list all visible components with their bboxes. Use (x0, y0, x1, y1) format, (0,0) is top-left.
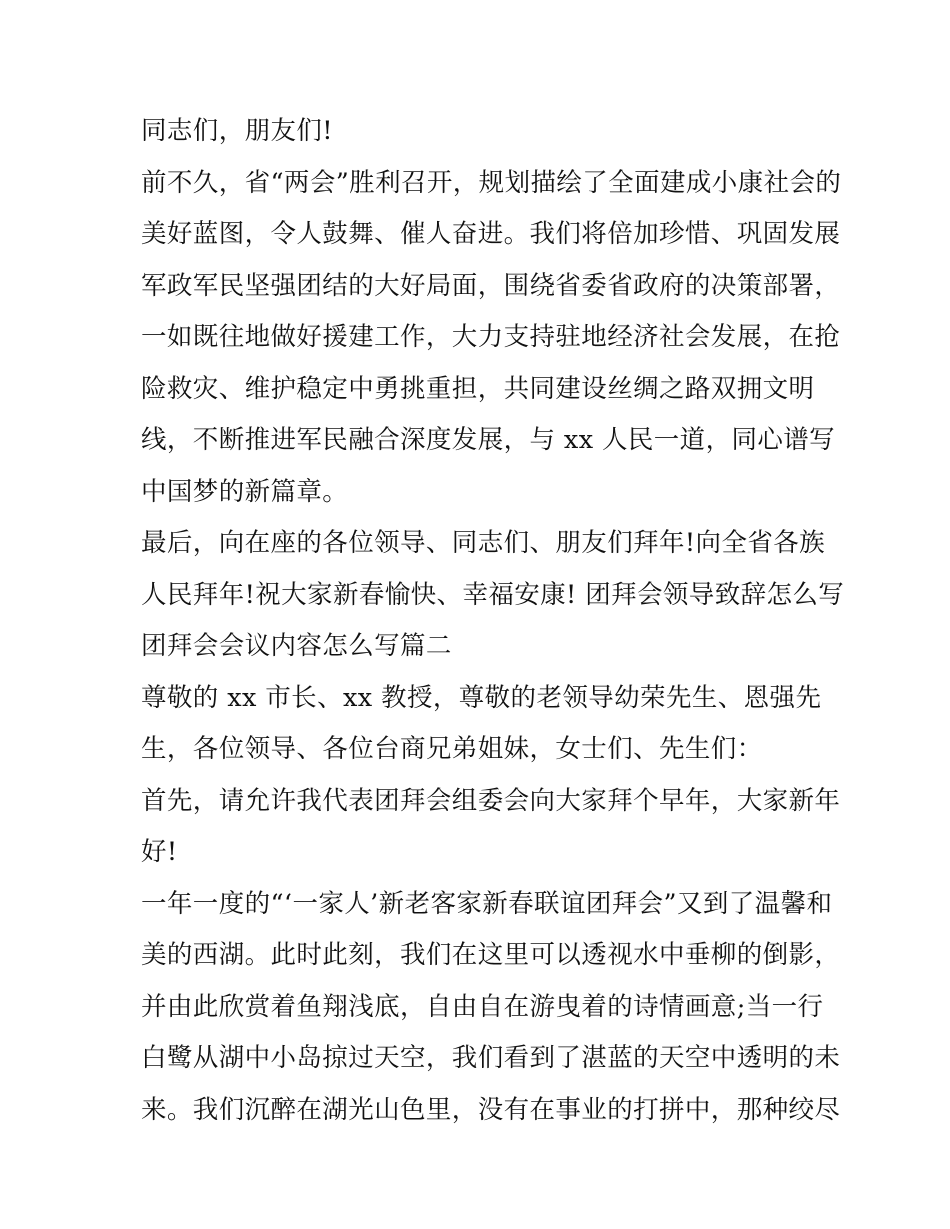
text-line: 前不久，省“两会”胜利召开，规划描绘了全面建成小康社会的 (141, 167, 842, 198)
text-line: 并由此欣赏着鱼翔浅底，自由自在游曳着的诗情画意;当一行 (141, 991, 824, 1022)
text-line: 一年一度的“‘一家人’新老客家新春联谊团拜会”又到了温馨和 (141, 888, 833, 919)
text-line: 白鹭从湖中小岛掠过天空，我们看到了湛蓝的天空中透明的未 (141, 1043, 841, 1073)
text-line: 最后，向在座的各位领导、同志们、朋友们拜年!向全省各族 (141, 528, 826, 558)
text-line: 生，各位领导、各位台商兄弟姐妹，女士们、先生们： (141, 734, 763, 764)
text-line: 来。我们沉醉在湖光山色里，没有在事业的打拼中，那种绞尽 (141, 1094, 841, 1125)
text-line: 尊敬的 xx 市长、xx 教授，尊敬的老领导幼荣先生、恩强先 (141, 682, 822, 713)
text-line: 一如既往地做好援建工作，大力支持驻地经济社会发展，在抢 (141, 322, 841, 352)
document-body (141, 106, 845, 1136)
section-heading: 团拜会会议内容怎么写篇二 (141, 631, 452, 661)
text-line: 险救灾、维护稳定中勇挑重担，共同建设丝绸之路双拥文明 (141, 373, 815, 404)
text-line: 军政军民坚强团结的大好局面，围绕省委省政府的决策部署， (141, 270, 841, 301)
text-line: 同志们，朋友们! (141, 116, 333, 146)
text-line: 线，不断推进军民融合深度发展，与 xx 人民一道，同心谱写 (141, 425, 836, 455)
text-line: 美好蓝图，令人鼓舞、催人奋进。我们将倍加珍惜、巩固发展 (141, 219, 841, 249)
text-line: 好! (141, 837, 178, 867)
text-line: 人民拜年!祝大家新春愉快、幸福安康! 团拜会领导致辞怎么写 (141, 579, 845, 610)
text-line: 中国梦的新篇章。 (141, 476, 349, 507)
text-line: 美的西湖。此时此刻，我们在这里可以透视水中垂柳的倒影， (141, 940, 841, 970)
text-line: 首先，请允许我代表团拜会组委会向大家拜个早年，大家新年 (141, 785, 841, 816)
